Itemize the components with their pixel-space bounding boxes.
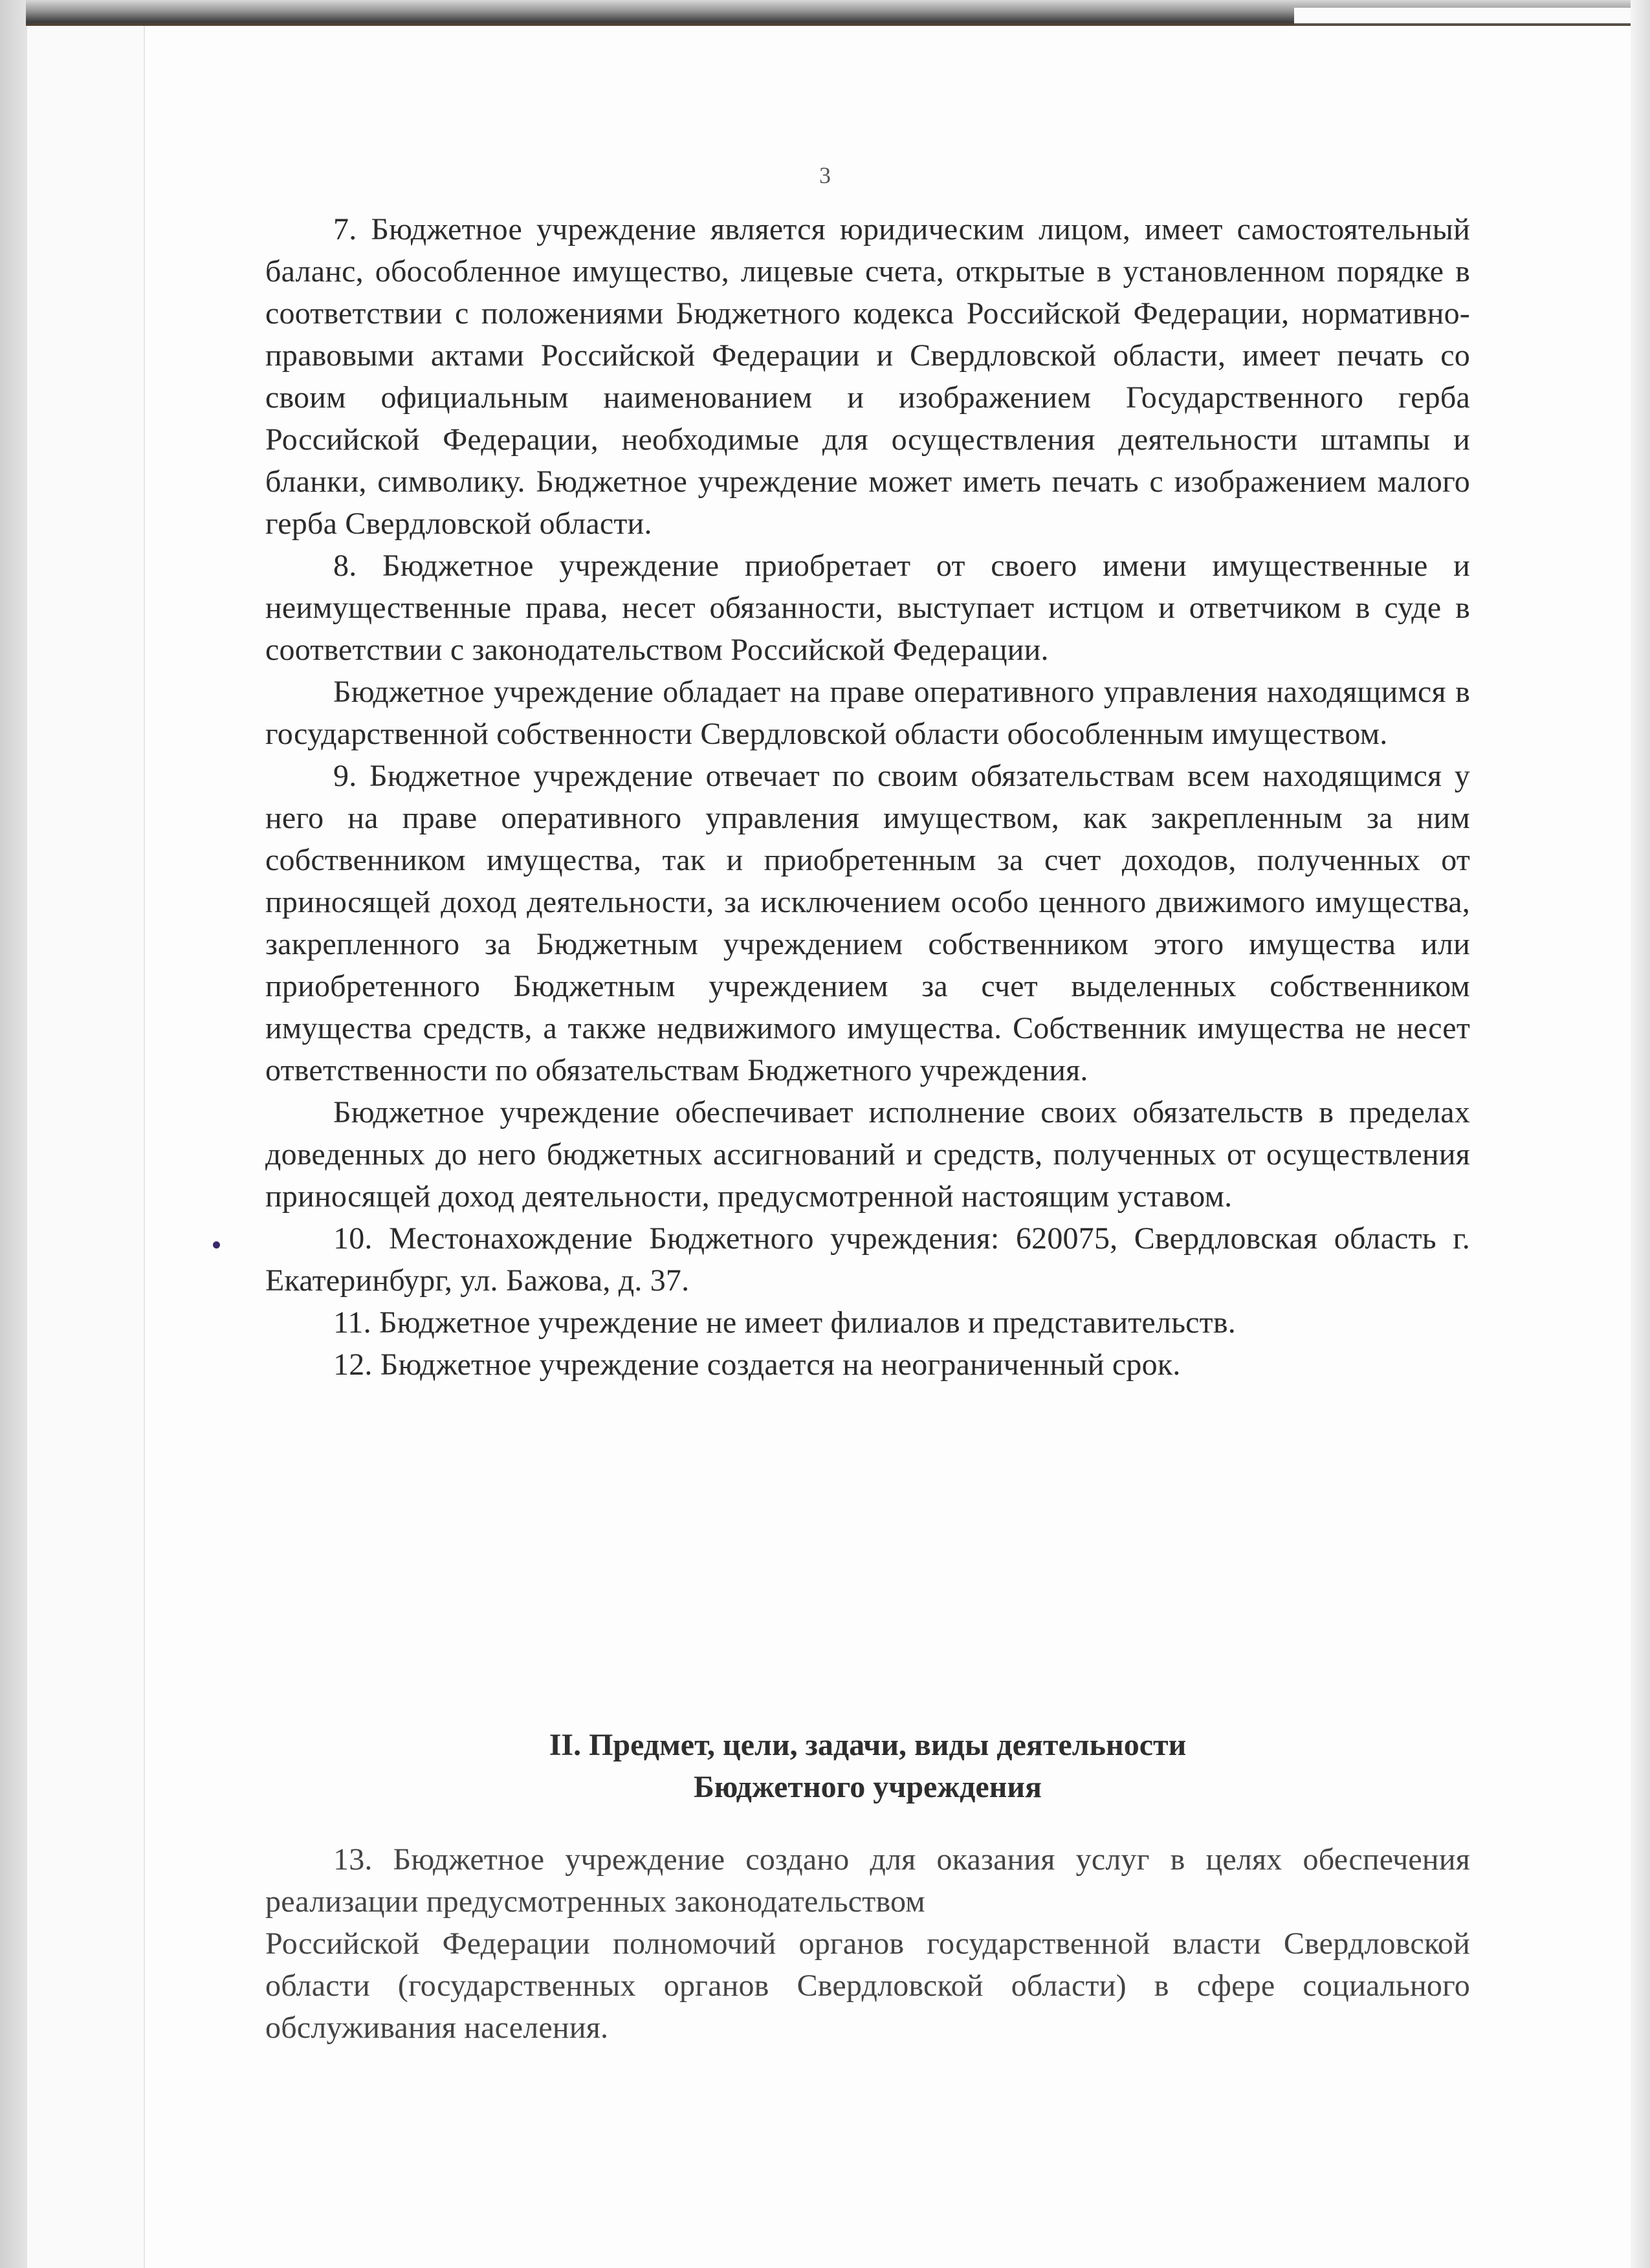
paragraph-9: 9. Бюджетное учреждение отвечает по своим обязательствам всем находящимся у него на праве оперативного управления имуществом, как закрепленным за ним собственником имущества, так и приобретенным за счет доходов, полученных от приносящей доход деятельности, за исключением особо ценного движимого имущества, закрепленного за Бюджетным учреждением собственником этого имущества или приобретенного Бюджетным учреждением за счет выделенных собственником имущества средств, а также недвижимого имущества. Собственник имущества не несет ответственности по обязательствам Бюджетного учреждения. — [265, 759, 1470, 1087]
paragraph-8-property: Бюджетное учреждение обладает на праве оперативного управления находящимся в государственной собственности Свердловской области обособленным имуществом. — [265, 675, 1470, 751]
scanner-background-right — [1631, 0, 1650, 2268]
section-heading-line-1: II. Предмет, цели, задачи, виды деятельности — [549, 1728, 1187, 1762]
folded-paper-strip — [1294, 8, 1650, 25]
paragraph-7: 7. Бюджетное учреждение является юридическим лицом, имеет самостоятельный баланс, обособленное имущество, лицевые счета, открытые в установленном порядке в соответствии с положениями Бюджетного кодекса Российской Федерации, нормативно-правовыми актами Российской Федерации и Свердловской области, имеет печать со своим официальным наименованием и изображением Государственного герба Российской Федерации, необходимые для осуществления деятельности штампы и бланки, символику. Бюджетное учреждение может иметь печать с изображением малого герба Свердловской области. — [265, 212, 1470, 541]
section-heading — [265, 1724, 1470, 1808]
paragraph-9-obligations: Бюджетное учреждение обеспечивает исполнение своих обязательств в пределах доведенных до него бюджетных ассигнований и средств, полученных от осуществления приносящей доход деятельности, предусмотренной настоящим уставом. — [265, 1095, 1470, 1214]
section-heading-line-2: Бюджетного учреждения — [693, 1770, 1042, 1804]
paragraph-10-location: 10. Местонахождение Бюджетного учреждения: 620075, Свердловская область г. Екатеринбург, ул. Бажова, д. 37. — [265, 1221, 1470, 1298]
paragraph-12-term: 12. Бюджетное учреждение создается на неограниченный срок. — [333, 1347, 1181, 1382]
paragraph-11-branches: 11. Бюджетное учреждение не имеет филиалов и представительств. — [333, 1305, 1236, 1340]
page-number: 3 — [819, 162, 831, 188]
body-text-block-1 — [265, 208, 1470, 1386]
paragraph-8: 8. Бюджетное учреждение приобретает от своего имени имущественные и неимущественные права, несет обязанности, выступает истцом и ответчиком в суде в соответствии с законодательством Российской Федерации. — [265, 549, 1470, 667]
ink-mark — [213, 1241, 220, 1248]
scanner-background-left — [0, 0, 27, 2268]
paragraph-13-part-1: 13. Бюджетное учреждение создано для оказания услуг в целях обеспечения реализации предусмотренных законодательством — [265, 1842, 1470, 1919]
paragraph-13-part-2: Российской Федерации полномочий органов государственной власти Свердловской области (государственных органов Свердловской области) в сфере социального обслуживания населения. — [265, 1926, 1470, 2045]
body-text-block-2 — [265, 1838, 1470, 2049]
underlying-page-edge — [27, 26, 145, 2268]
